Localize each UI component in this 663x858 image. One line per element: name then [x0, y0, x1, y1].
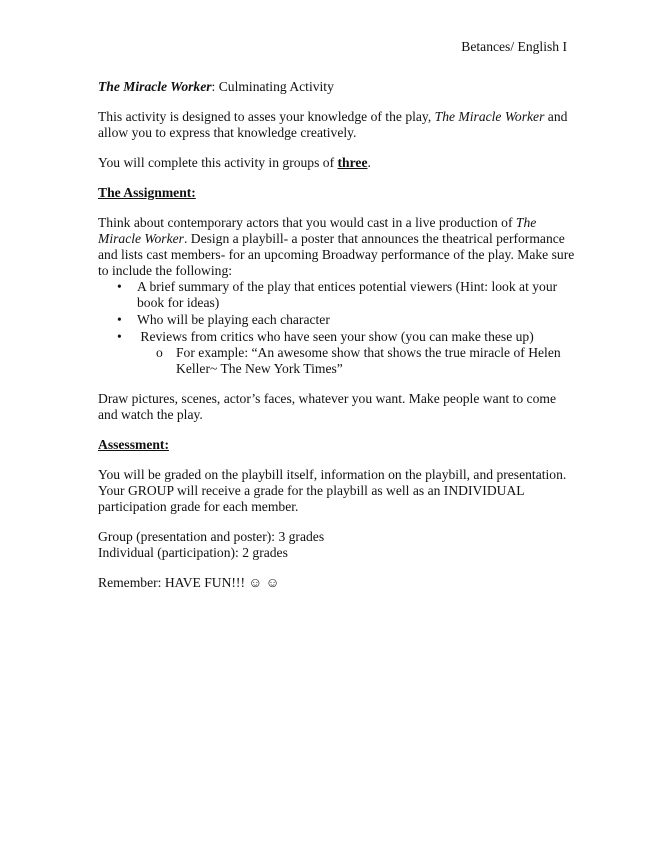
bullet-icon: • — [117, 312, 122, 327]
list-item-text: Who will be playing each character — [137, 312, 330, 327]
bullet-icon: • — [117, 329, 122, 344]
bullet-icon: • — [117, 279, 122, 294]
group-grade-line: Group (presentation and poster): 3 grades — [98, 529, 325, 544]
group-text-after: . — [367, 155, 371, 170]
list-item — [98, 312, 576, 328]
assignment-work-title: The Miracle Worker — [98, 215, 537, 246]
assignment-heading-text: The Assignment: — [98, 185, 196, 200]
list-item-text: A brief summary of the play that entices potential viewers (Hint: look at your book for ideas) — [137, 279, 558, 310]
sub-list-item-text: For example: “An awesome show that shows the true miracle of Helen Keller~ The New York Times” — [176, 345, 561, 376]
page-header: Betances/ English I — [461, 39, 567, 54]
intro-work-title: The Miracle Worker — [434, 109, 545, 124]
assignment-heading — [98, 185, 576, 201]
intro-paragraph — [98, 109, 576, 141]
document-title — [98, 79, 576, 95]
individual-grade-line: Individual (participation): 2 grades — [98, 545, 288, 560]
list-item — [98, 329, 576, 377]
document-body — [98, 79, 576, 591]
group-count: three — [337, 155, 368, 170]
assessment-heading-text: Assessment: — [98, 437, 169, 452]
assignment-paragraph — [98, 215, 576, 279]
closing-line: Remember: HAVE FUN!!! ☺ ☺ — [98, 575, 280, 590]
list-item — [98, 279, 576, 311]
sub-list — [137, 345, 576, 377]
sub-bullet-icon: o — [156, 345, 163, 360]
title-work: The Miracle Worker — [98, 79, 212, 94]
group-text-before: You will complete this activity in groups of — [98, 155, 338, 170]
intro-text-before: This activity is designed to asses your knowledge of the play, — [98, 109, 435, 124]
group-size-paragraph — [98, 155, 576, 171]
list-item-text: Reviews from critics who have seen your show (you can make these up) — [137, 329, 534, 344]
intro-text-after: and allow you to express that knowledge creatively. — [98, 109, 568, 140]
sub-list-item — [137, 345, 576, 377]
assignment-text-after: . Design a playbill- a poster that announces the theatrical performance and lists cast members- for an upcoming Broadway performance of the play. Make sure to include the following: — [98, 231, 575, 278]
requirements-list — [98, 279, 576, 377]
assessment-paragraph: You will be graded on the playbill itself, information on the playbill, and presentation. Your GROUP will receive a grade for the playbill as well as an INDIVIDUAL participation grade for each member. — [98, 467, 567, 514]
draw-paragraph: Draw pictures, scenes, actor’s faces, whatever you want. Make people want to come and watch the play. — [98, 391, 556, 422]
assessment-heading — [98, 437, 576, 453]
assignment-text-before: Think about contemporary actors that you would cast in a live production of — [98, 215, 516, 230]
title-rest: : Culminating Activity — [211, 79, 334, 94]
